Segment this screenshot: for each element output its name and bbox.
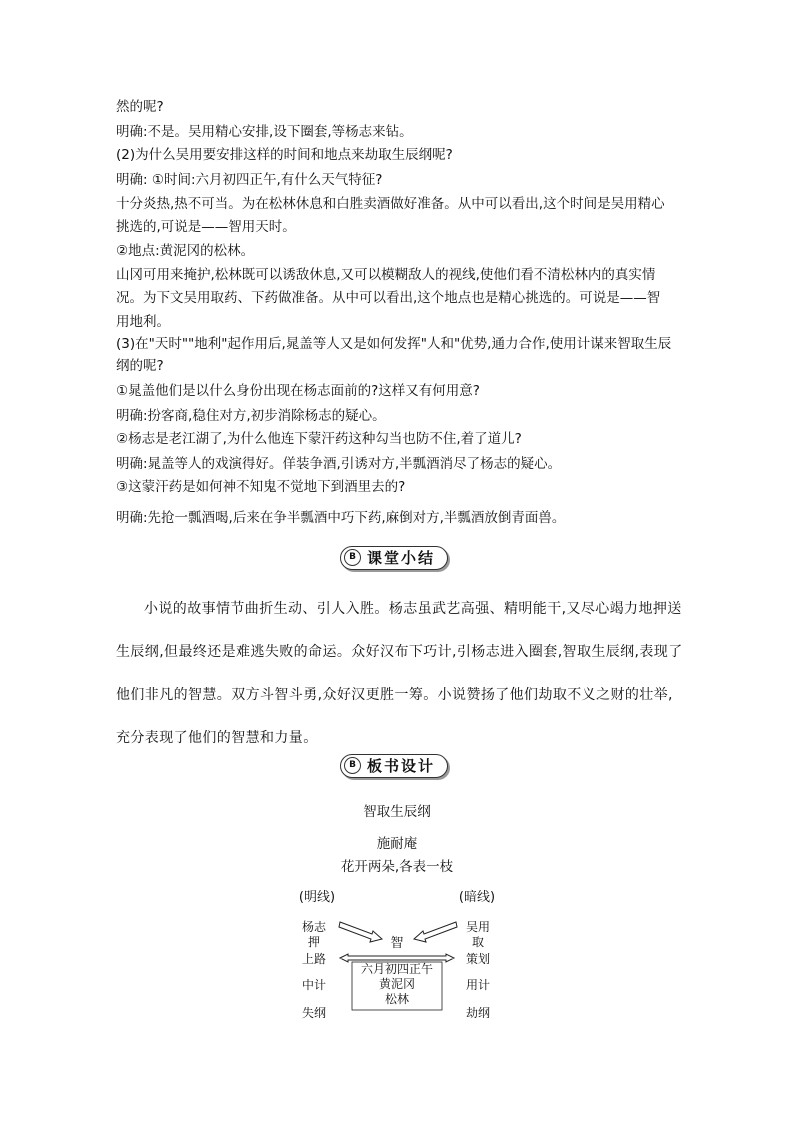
left-item: 杨志 [301,920,326,934]
section-b-icon: B [344,549,361,566]
right-arrow-icon [414,922,457,942]
text-line: ②地点:黄泥冈的松林。 [116,243,255,259]
section-title: 板书设计 [367,757,436,775]
section-title: 课堂小结 [367,549,436,567]
left-item: 中计 [301,978,326,992]
text-line: 纲的呢? [116,358,164,374]
center-box-time: 六月初四正午 [360,962,433,976]
center-box-forest: 松林 [384,992,409,1006]
left-line-label: (明线) [298,890,336,905]
text-line: 山冈可用来掩护,松林既可以诱敌休息,又可以模糊敌人的视线,使他们看不清松林内的真实情 [116,267,656,283]
text-line: ②杨志是老江湖了,为什么他连下蒙汗药这种勾当也防不住,着了道儿? [116,431,522,447]
text-line: 用地利。 [116,314,170,330]
center-box-place: 黄泥冈 [378,977,415,991]
board-title: 智取生辰纲 [363,804,431,820]
text-line: ①晁盖他们是以什么身份出现在杨志面前的?这样又有何用意? [116,383,480,399]
right-item: 策划 [465,952,490,966]
right-item: 用计 [465,978,490,992]
summary-paragraph: 小说的故事情节曲折生动、引人入胜。杨志虽武艺高强、精明能干,又尽心竭力地押送生辰纲,但最终还是难逃失败的命运。众好汉布下巧计,引杨志进入圈套,智取生辰纲,表现了他们非凡的智慧。双方斗智斗勇,众好汉更胜一筹。小说赞扬了他们劫取不义之财的壮举,充分表现了他们的智慧和力量。 [116,601,683,746]
text-line: (3)在"天时""地利"起作用后,晁盖等人又是如何发挥"人和"优势,通力合作,使用计谋来智取生辰 [116,336,672,352]
center-box-border [352,962,442,1010]
section-b-icon: B [344,757,361,774]
right-item: 取 [471,935,484,949]
board-author: 施耐庵 [376,836,418,852]
text-line: 明确:不是。吴用精心安排,设下圈套,等杨志来钻。 [116,124,413,140]
text-line: 然的呢? [116,99,164,115]
board-subtitle: 花开两朵,各表一枝 [340,859,454,875]
left-item: 押 [307,935,320,949]
center-wisdom: 智 [390,936,404,951]
right-item: 吴用 [465,920,490,934]
left-arrow-icon [339,922,382,942]
right-line-label: (暗线) [458,890,496,905]
left-item: 失纲 [301,1006,326,1020]
text-line: 明确:扮客商,稳住对方,初步消除杨志的疑心。 [116,408,386,424]
left-item: 上路 [301,952,326,966]
text-line: (2)为什么吴用要安排这样的时间和地点来劫取生辰纲呢? [116,147,453,163]
text-line: 挑选的,可说是——智用天时。 [116,219,296,235]
text-line: 况。为下文吴用取药、下药做准备。从中可以看出,这个地点也是精心挑选的。可说是——智 [116,290,661,306]
double-arrow-icon [340,954,454,962]
text-line: 明确:先抢一瓢酒喝,后来在争半瓢酒中巧下药,麻倒对方,半瓢酒放倒青面兽。 [116,510,566,526]
right-item: 劫纲 [465,1006,490,1020]
text-line: ③这蒙汗药是如何神不知鬼不觉地下到酒里去的? [116,479,406,495]
text-line: 十分炎热,热不可当。为在松林休息和白胜卖酒做好准备。从中可以看出,这个时间是吴用精心 [116,196,665,212]
text-line: 明确:晁盖等人的戏演得好。佯装争酒,引诱对方,半瓢酒消尽了杨志的疑心。 [116,456,562,472]
text-line: 明确: ①时间:六月初四正午,有什么天气特征? [116,172,383,188]
